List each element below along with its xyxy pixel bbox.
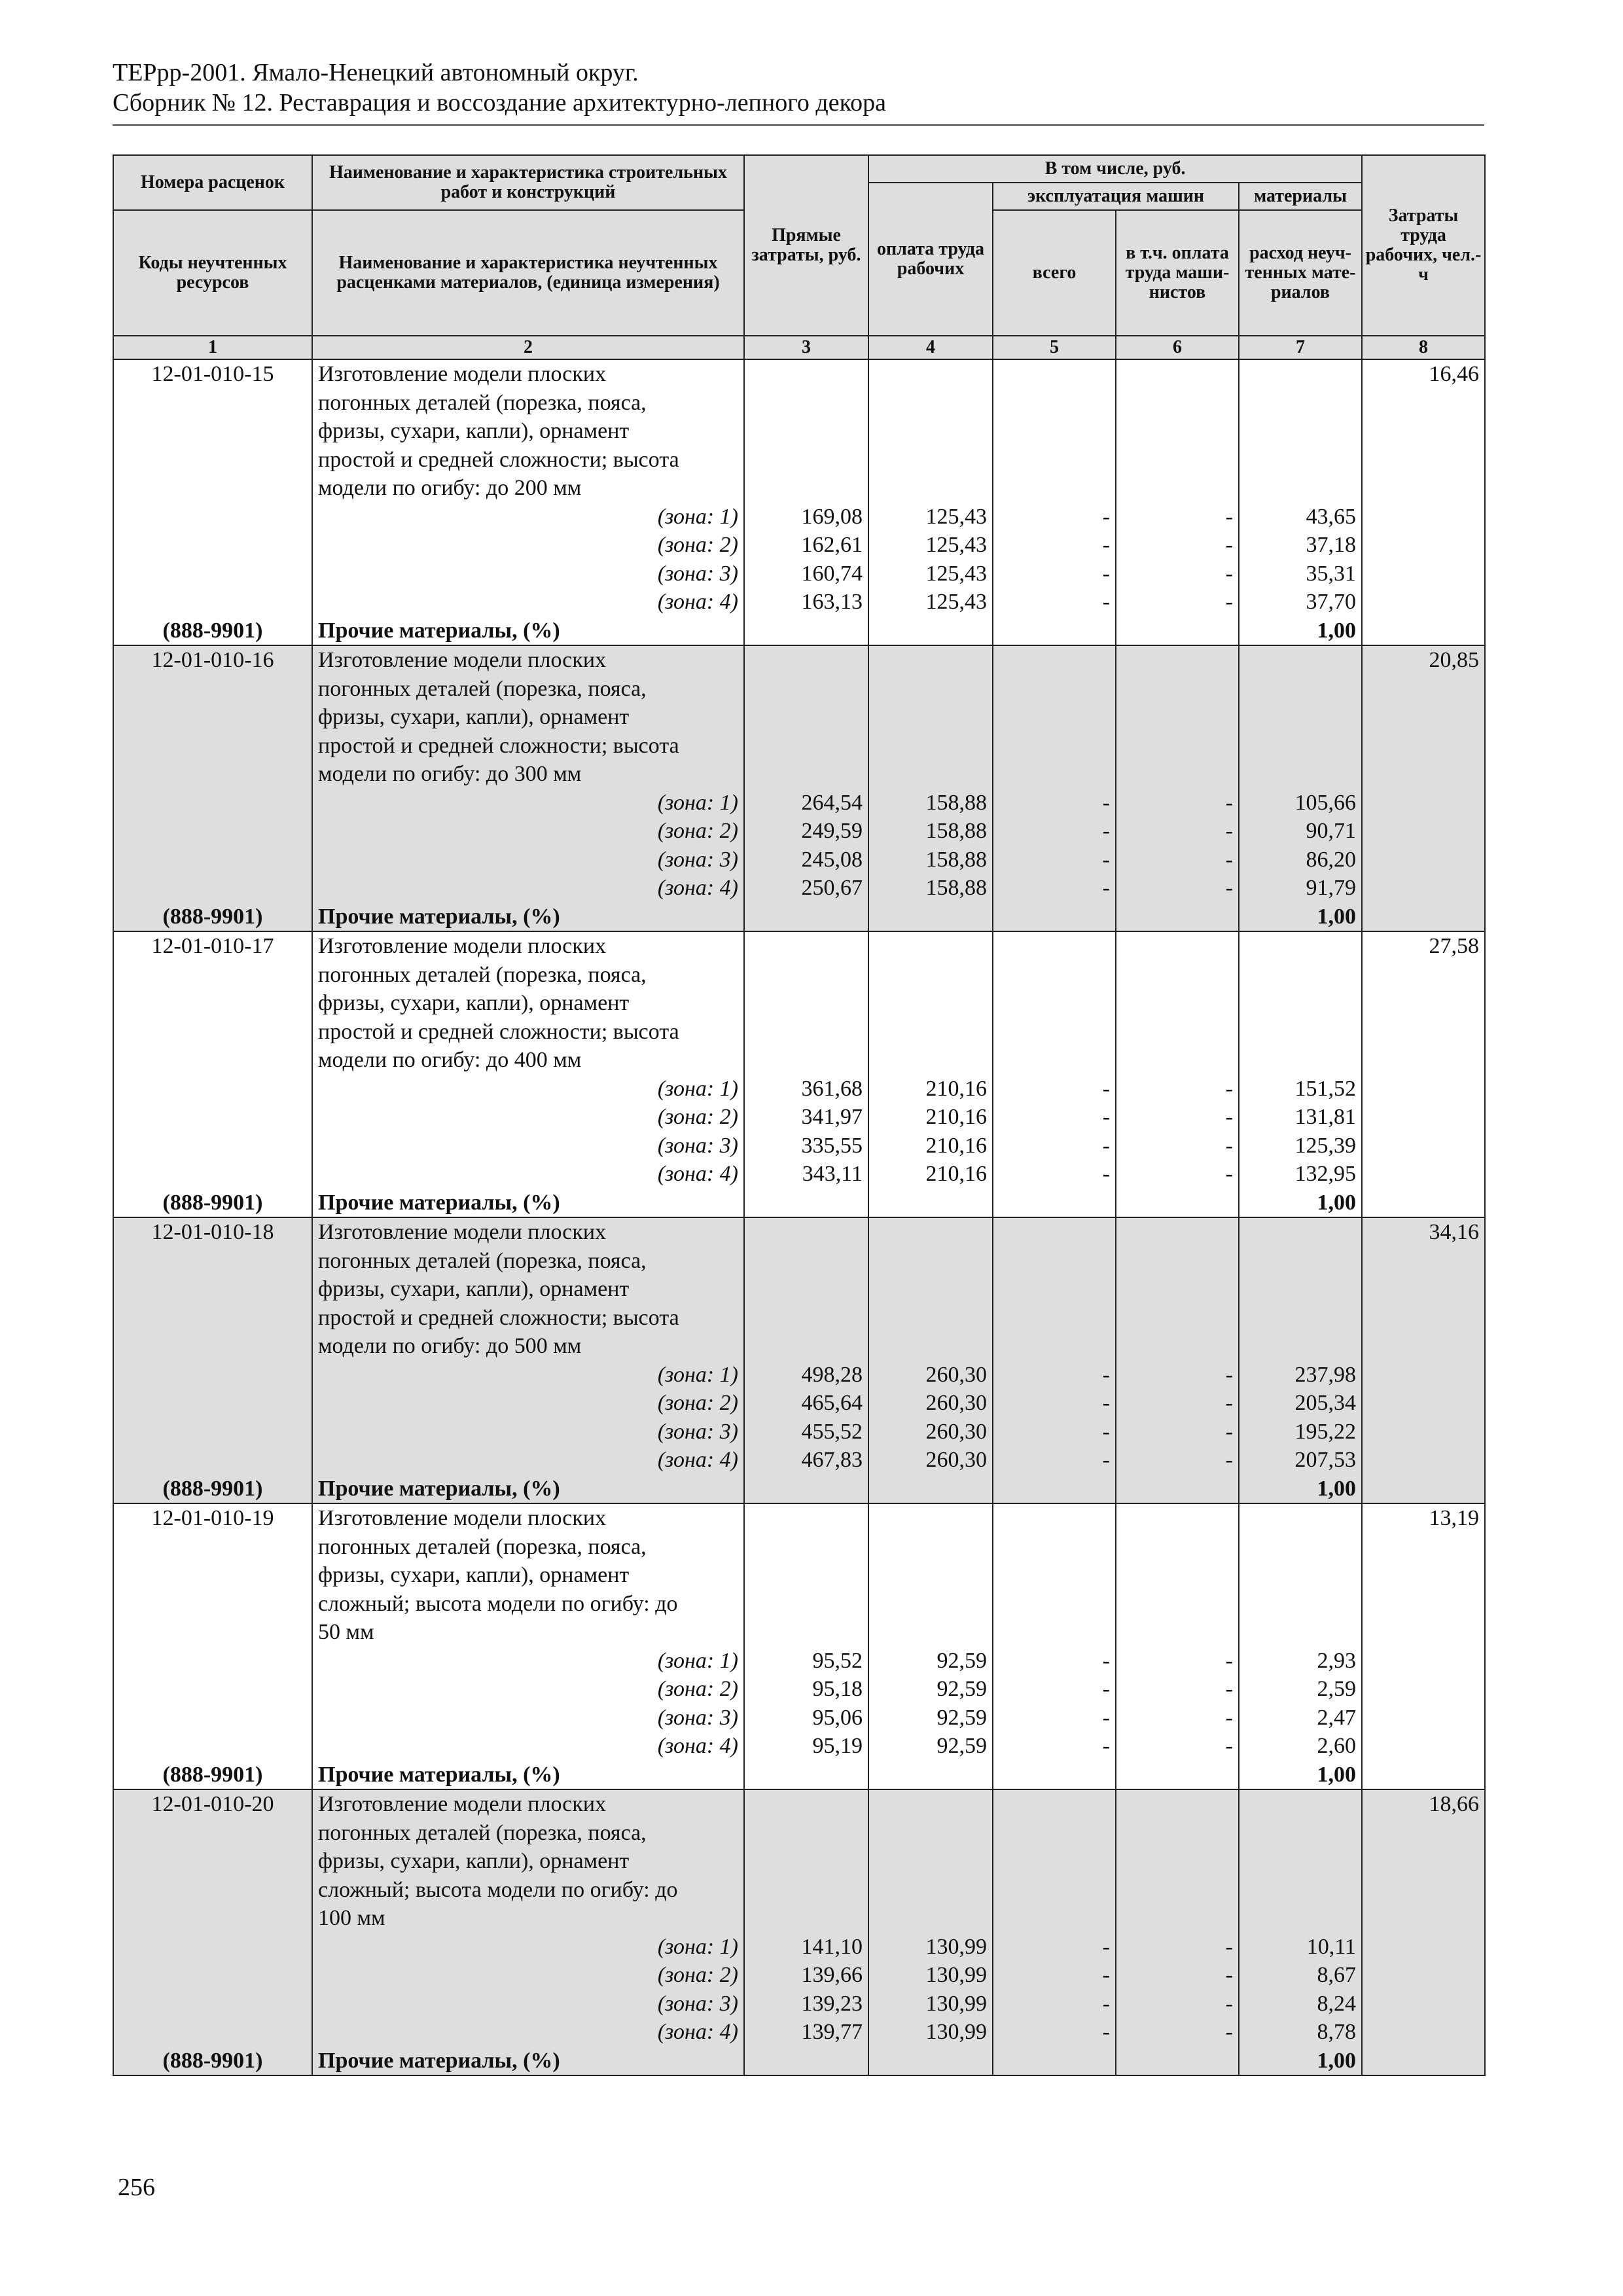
resource-value: 1,00: [1239, 1761, 1362, 1790]
zone-label: (зона: 3): [312, 560, 744, 588]
machines-cost: -: [993, 560, 1116, 588]
wages-cost: 130,99: [868, 1961, 993, 1990]
header-direct-costs: Прямые затраты, руб.: [744, 155, 868, 336]
machinists-cost: -: [1116, 1732, 1239, 1761]
direct-cost: 455,52: [744, 1418, 868, 1446]
machines-cost: -: [993, 874, 1116, 903]
wages-cost: 210,16: [868, 1075, 993, 1103]
zone-row: [113, 560, 1485, 588]
rate-description: [312, 1503, 744, 1647]
direct-cost: 343,11: [744, 1160, 868, 1189]
resource-code: (888-9901): [113, 903, 312, 932]
wages-cost: 210,16: [868, 1103, 993, 1132]
description-line: модели по огибу: до 500 мм: [318, 1334, 582, 1358]
wages-cost: 125,43: [868, 503, 993, 531]
zone-row: [113, 1132, 1485, 1160]
machinists-cost: -: [1116, 1446, 1239, 1475]
resource-code: (888-9901): [113, 2047, 312, 2076]
rate-code: 12-01-010-20: [113, 1789, 312, 1933]
direct-cost: 139,66: [744, 1961, 868, 1990]
rate-description: [312, 359, 744, 503]
zone-row: [113, 817, 1485, 846]
description-line: Изготовление модели плоских: [318, 934, 607, 958]
collection-title: Сборник № 12. Реставрация и воссоздание архитектурно-лепного декора: [113, 89, 886, 117]
materials-cost: 86,20: [1239, 846, 1362, 874]
direct-cost: 361,68: [744, 1075, 868, 1103]
machines-cost: -: [993, 1446, 1116, 1475]
direct-cost: 250,67: [744, 874, 868, 903]
machinists-cost: -: [1116, 1361, 1239, 1390]
labor-cost: 27,58: [1362, 931, 1485, 1075]
rate-row: [113, 931, 1485, 1075]
machinists-cost: -: [1116, 560, 1239, 588]
resource-value: 1,00: [1239, 1189, 1362, 1218]
zone-row: [113, 588, 1485, 617]
rate-description: [312, 1217, 744, 1361]
machinists-cost: -: [1116, 2018, 1239, 2047]
description-line: модели по огибу: до 200 мм: [318, 476, 582, 500]
wages-cost: 158,88: [868, 846, 993, 874]
resource-value: 1,00: [1239, 617, 1362, 646]
rate-description: [312, 1789, 744, 1933]
resource-name: Прочие материалы, (%): [312, 1475, 744, 1504]
wages-cost: 158,88: [868, 874, 993, 903]
direct-cost: 465,64: [744, 1389, 868, 1418]
wages-cost: 92,59: [868, 1675, 993, 1704]
materials-cost: 35,31: [1239, 560, 1362, 588]
direct-cost: 95,52: [744, 1647, 868, 1676]
description-line: фризы, сухари, капли), орнамент: [318, 1277, 630, 1301]
zone-row: [113, 789, 1485, 817]
column-number: 2: [312, 336, 744, 359]
description-line: фризы, сухари, капли), орнамент: [318, 705, 630, 729]
materials-cost: 43,65: [1239, 503, 1362, 531]
description-line: погонных деталей (порезка, пояса,: [318, 962, 647, 987]
resource-row: [113, 1475, 1485, 1504]
description-line: фризы, сухари, капли), орнамент: [318, 1849, 630, 1873]
header-labor: Затраты труда рабочих, чел.-ч: [1362, 155, 1485, 336]
rate-code: 12-01-010-18: [113, 1217, 312, 1361]
zone-row: [113, 874, 1485, 903]
zone-label: (зона: 2): [312, 1103, 744, 1132]
machines-cost: -: [993, 1732, 1116, 1761]
document-title: ТЕРрр-2001. Ямало-Ненецкий автономный округ.: [113, 59, 639, 86]
zone-label: (зона: 1): [312, 1647, 744, 1676]
description-line: фризы, сухари, капли), орнамент: [318, 991, 630, 1015]
materials-cost: 125,39: [1239, 1132, 1362, 1160]
materials-cost: 37,70: [1239, 588, 1362, 617]
rate-row: [113, 1217, 1485, 1361]
zone-label: (зона: 2): [312, 1961, 744, 1990]
resource-row: [113, 903, 1485, 932]
machines-cost: -: [993, 2018, 1116, 2047]
materials-cost: 2,47: [1239, 1704, 1362, 1732]
column-number: 3: [744, 336, 868, 359]
description-line: фризы, сухари, капли), орнамент: [318, 419, 630, 443]
machinists-cost: -: [1116, 1389, 1239, 1418]
wages-cost: 130,99: [868, 2018, 993, 2047]
wages-cost: 260,30: [868, 1361, 993, 1390]
materials-cost: 207,53: [1239, 1446, 1362, 1475]
zone-row: [113, 846, 1485, 874]
machines-cost: -: [993, 531, 1116, 560]
column-number: 6: [1116, 336, 1239, 359]
column-number: 7: [1239, 336, 1362, 359]
machinists-cost: -: [1116, 1647, 1239, 1676]
direct-cost: 162,61: [744, 531, 868, 560]
machines-cost: -: [993, 1075, 1116, 1103]
header-machines: эксплуатация машин: [993, 183, 1239, 210]
resource-code: (888-9901): [113, 1475, 312, 1504]
direct-cost: 335,55: [744, 1132, 868, 1160]
zone-row: [113, 1389, 1485, 1418]
description-line: Изготовление модели плоских: [318, 648, 607, 672]
zone-row: [113, 503, 1485, 531]
direct-cost: 95,06: [744, 1704, 868, 1732]
zone-label: (зона: 4): [312, 1732, 744, 1761]
materials-cost: 105,66: [1239, 789, 1362, 817]
zone-label: (зона: 4): [312, 1446, 744, 1475]
description-line: погонных деталей (порезка, пояса,: [318, 1820, 647, 1845]
direct-cost: 95,18: [744, 1675, 868, 1704]
column-numbers-row: [113, 336, 1485, 359]
machines-cost: -: [993, 1961, 1116, 1990]
resource-row: [113, 2047, 1485, 2076]
zone-row: [113, 1990, 1485, 2018]
resource-code: (888-9901): [113, 617, 312, 646]
materials-cost: 37,18: [1239, 531, 1362, 560]
materials-cost: 8,78: [1239, 2018, 1362, 2047]
materials-cost: 151,52: [1239, 1075, 1362, 1103]
description-line: фризы, сухари, капли), орнамент: [318, 1563, 630, 1587]
wages-cost: 158,88: [868, 789, 993, 817]
resource-name: Прочие материалы, (%): [312, 617, 744, 646]
wages-cost: 260,30: [868, 1418, 993, 1446]
materials-cost: 2,59: [1239, 1675, 1362, 1704]
column-number: 8: [1362, 336, 1485, 359]
rate-code: 12-01-010-15: [113, 359, 312, 503]
wages-cost: 125,43: [868, 531, 993, 560]
labor-cost: 34,16: [1362, 1217, 1485, 1361]
zone-label: (зона: 2): [312, 1675, 744, 1704]
description-line: сложный; высота модели по огибу: до: [318, 1877, 678, 1902]
column-number: 4: [868, 336, 993, 359]
materials-cost: 90,71: [1239, 817, 1362, 846]
resource-name: Прочие материалы, (%): [312, 903, 744, 932]
header-materials: материалы: [1239, 183, 1362, 210]
machines-cost: -: [993, 846, 1116, 874]
machines-cost: -: [993, 1132, 1116, 1160]
materials-cost: 132,95: [1239, 1160, 1362, 1189]
machinists-cost: -: [1116, 874, 1239, 903]
machines-cost: -: [993, 1675, 1116, 1704]
description-line: модели по огибу: до 300 мм: [318, 762, 582, 786]
labor-cost: 13,19: [1362, 1503, 1485, 1647]
resource-name: Прочие материалы, (%): [312, 1189, 744, 1218]
rate-row: [113, 645, 1485, 789]
materials-cost: 237,98: [1239, 1361, 1362, 1390]
resource-value: 1,00: [1239, 2047, 1362, 2076]
labor-cost: 18,66: [1362, 1789, 1485, 1933]
direct-cost: 141,10: [744, 1933, 868, 1962]
materials-cost: 2,60: [1239, 1732, 1362, 1761]
machinists-cost: -: [1116, 817, 1239, 846]
machines-cost: -: [993, 1103, 1116, 1132]
zone-label: (зона: 1): [312, 503, 744, 531]
rate-code: 12-01-010-16: [113, 645, 312, 789]
zone-row: [113, 1675, 1485, 1704]
zone-label: (зона: 4): [312, 2018, 744, 2047]
direct-cost: 139,23: [744, 1990, 868, 2018]
resource-row: [113, 1189, 1485, 1218]
direct-cost: 139,77: [744, 2018, 868, 2047]
description-line: Изготовление модели плоских: [318, 1792, 607, 1816]
machines-cost: -: [993, 1647, 1116, 1676]
machines-cost: -: [993, 1160, 1116, 1189]
machinists-cost: -: [1116, 1933, 1239, 1962]
zone-label: (зона: 1): [312, 1933, 744, 1962]
machinists-cost: -: [1116, 1075, 1239, 1103]
description-line: погонных деталей (порезка, пояса,: [318, 390, 647, 415]
rate-description: [312, 645, 744, 789]
description-line: Изготовление модели плоских: [318, 1220, 607, 1244]
direct-cost: 163,13: [744, 588, 868, 617]
description-line: Изготовление модели плоских: [318, 1506, 607, 1530]
wages-cost: 92,59: [868, 1704, 993, 1732]
machinists-cost: -: [1116, 1704, 1239, 1732]
resource-name: Прочие материалы, (%): [312, 1761, 744, 1790]
materials-cost: 131,81: [1239, 1103, 1362, 1132]
direct-cost: 498,28: [744, 1361, 868, 1390]
zone-row: [113, 1933, 1485, 1962]
wages-cost: 260,30: [868, 1446, 993, 1475]
zone-label: (зона: 1): [312, 1361, 744, 1390]
wages-cost: 158,88: [868, 817, 993, 846]
table-body: [113, 359, 1485, 2075]
wages-cost: 130,99: [868, 1933, 993, 1962]
wages-cost: 125,43: [868, 560, 993, 588]
direct-cost: 169,08: [744, 503, 868, 531]
machinists-cost: -: [1116, 1132, 1239, 1160]
machinists-cost: -: [1116, 531, 1239, 560]
machinists-cost: -: [1116, 1103, 1239, 1132]
description-line: погонных деталей (порезка, пояса,: [318, 676, 647, 701]
wages-cost: 125,43: [868, 588, 993, 617]
zone-label: (зона: 4): [312, 1160, 744, 1189]
rate-description: [312, 931, 744, 1075]
zone-label: (зона: 2): [312, 817, 744, 846]
direct-cost: 341,97: [744, 1103, 868, 1132]
page-header: [113, 58, 1484, 118]
machines-cost: -: [993, 1418, 1116, 1446]
resource-value: 1,00: [1239, 903, 1362, 932]
zone-row: [113, 1160, 1485, 1189]
zone-row: [113, 1361, 1485, 1390]
rate-row: [113, 359, 1485, 503]
machines-cost: -: [993, 503, 1116, 531]
machinists-cost: -: [1116, 1961, 1239, 1990]
rates-table: [113, 154, 1486, 2076]
wages-cost: 210,16: [868, 1132, 993, 1160]
direct-cost: 467,83: [744, 1446, 868, 1475]
resource-value: 1,00: [1239, 1475, 1362, 1504]
description-line: простой и средней сложности; высота: [318, 733, 679, 758]
zone-label: (зона: 1): [312, 789, 744, 817]
direct-cost: 95,19: [744, 1732, 868, 1761]
header-material-name: Наименование и характеристика неучтенных расценками материалов, (единица измерения): [312, 210, 744, 336]
header-including: В том числе, руб.: [868, 155, 1362, 183]
wages-cost: 92,59: [868, 1647, 993, 1676]
materials-cost: 91,79: [1239, 874, 1362, 903]
header-wages: оплата труда рабочих: [868, 183, 993, 336]
zone-row: [113, 531, 1485, 560]
machinists-cost: -: [1116, 1675, 1239, 1704]
description-line: 50 мм: [318, 1620, 374, 1644]
zone-row: [113, 1103, 1485, 1132]
wages-cost: 260,30: [868, 1389, 993, 1418]
machinists-cost: -: [1116, 1990, 1239, 2018]
materials-cost: 10,11: [1239, 1933, 1362, 1962]
zone-label: (зона: 1): [312, 1075, 744, 1103]
description-line: 100 мм: [318, 1906, 385, 1930]
resource-code: (888-9901): [113, 1189, 312, 1218]
header-machinists-wages: в т.ч. оплата труда маши-нистов: [1116, 210, 1239, 336]
machines-cost: -: [993, 588, 1116, 617]
table-header: [113, 155, 1485, 359]
zone-label: (зона: 3): [312, 1418, 744, 1446]
header-resource-codes: Коды неучтенных ресурсов: [113, 210, 312, 336]
description-line: простой и средней сложности; высота: [318, 1305, 679, 1330]
resource-code: (888-9901): [113, 1761, 312, 1790]
materials-cost: 2,93: [1239, 1647, 1362, 1676]
resource-name: Прочие материалы, (%): [312, 2047, 744, 2076]
zone-label: (зона: 3): [312, 846, 744, 874]
rate-row: [113, 1789, 1485, 1933]
wages-cost: 210,16: [868, 1160, 993, 1189]
machinists-cost: -: [1116, 588, 1239, 617]
column-number: 1: [113, 336, 312, 359]
labor-cost: 20,85: [1362, 645, 1485, 789]
zone-label: (зона: 2): [312, 1389, 744, 1418]
machinists-cost: -: [1116, 503, 1239, 531]
machinists-cost: -: [1116, 1160, 1239, 1189]
description-line: модели по огибу: до 400 мм: [318, 1048, 582, 1072]
header-rate-numbers: Номера расценок: [113, 155, 312, 210]
machinists-cost: -: [1116, 1418, 1239, 1446]
direct-cost: 249,59: [744, 817, 868, 846]
machines-cost: -: [993, 817, 1116, 846]
direct-cost: 160,74: [744, 560, 868, 588]
zone-label: (зона: 4): [312, 588, 744, 617]
wages-cost: 130,99: [868, 1990, 993, 2018]
zone-row: [113, 1647, 1485, 1676]
page-number: 256: [118, 2174, 155, 2201]
machines-cost: -: [993, 1389, 1116, 1418]
materials-cost: 205,34: [1239, 1389, 1362, 1418]
direct-cost: 264,54: [744, 789, 868, 817]
rate-row: [113, 1503, 1485, 1647]
description-line: погонных деталей (порезка, пояса,: [318, 1248, 647, 1273]
resource-row: [113, 1761, 1485, 1790]
materials-cost: 8,67: [1239, 1961, 1362, 1990]
header-unaccounted-materials: расход неуч-тенных мате-риалов: [1239, 210, 1362, 336]
description-line: простой и средней сложности; высота: [318, 447, 679, 472]
zone-label: (зона: 4): [312, 874, 744, 903]
machines-cost: -: [993, 1933, 1116, 1962]
column-number: 5: [993, 336, 1116, 359]
zone-row: [113, 1418, 1485, 1446]
direct-cost: 245,08: [744, 846, 868, 874]
materials-cost: 8,24: [1239, 1990, 1362, 2018]
description-line: сложный; высота модели по огибу: до: [318, 1591, 678, 1616]
zone-label: (зона: 3): [312, 1132, 744, 1160]
zone-row: [113, 1732, 1485, 1761]
zone-row: [113, 2018, 1485, 2047]
rate-code: 12-01-010-17: [113, 931, 312, 1075]
zone-label: (зона: 3): [312, 1990, 744, 2018]
header-machines-total: всего: [993, 210, 1116, 336]
machines-cost: -: [993, 1704, 1116, 1732]
zone-row: [113, 1075, 1485, 1103]
machinists-cost: -: [1116, 846, 1239, 874]
zone-label: (зона: 2): [312, 531, 744, 560]
zone-row: [113, 1961, 1485, 1990]
machines-cost: -: [993, 1990, 1116, 2018]
rate-code: 12-01-010-19: [113, 1503, 312, 1647]
materials-cost: 195,22: [1239, 1418, 1362, 1446]
machines-cost: -: [993, 1361, 1116, 1390]
machines-cost: -: [993, 789, 1116, 817]
description-line: Изготовление модели плоских: [318, 362, 607, 386]
description-line: погонных деталей (порезка, пояса,: [318, 1534, 647, 1559]
zone-label: (зона: 3): [312, 1704, 744, 1732]
zone-row: [113, 1446, 1485, 1475]
zone-row: [113, 1704, 1485, 1732]
machinists-cost: -: [1116, 789, 1239, 817]
resource-row: [113, 617, 1485, 646]
wages-cost: 92,59: [868, 1732, 993, 1761]
header-work-name: Наименование и характеристика строительных работ и конструкций: [312, 155, 744, 210]
labor-cost: 16,46: [1362, 359, 1485, 503]
header-divider: [113, 124, 1484, 126]
description-line: простой и средней сложности; высота: [318, 1019, 679, 1044]
